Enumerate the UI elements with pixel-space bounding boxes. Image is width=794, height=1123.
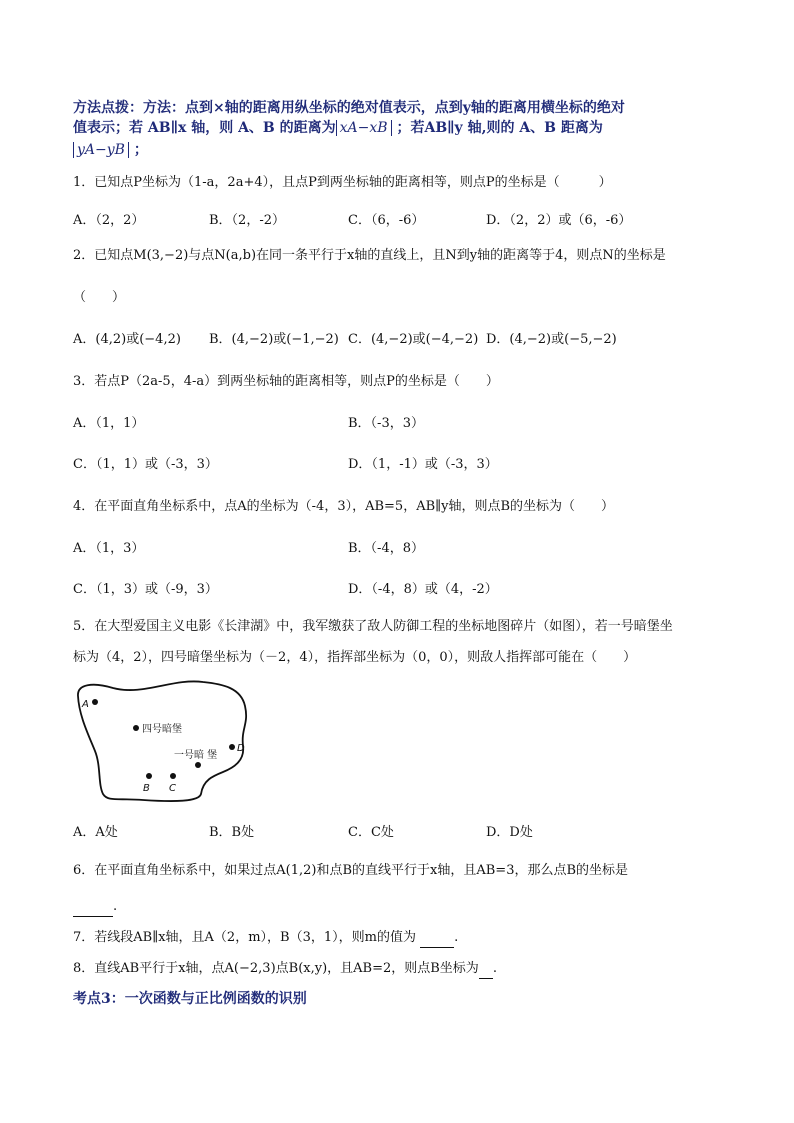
question-1-option-b: B．（2，-2） <box>209 213 285 228</box>
question-8-end: . <box>492 961 497 976</box>
question-5-stem-2: 标为（4，2），四号暗堡坐标为（－2，4），指挥部坐标为（0，0），则敌人指挥部可能在（ ） <box>73 650 637 665</box>
question-5-option-d: D．D处 <box>486 825 533 840</box>
question-3-option-a: A．（1，1） <box>73 416 145 431</box>
question-2-option-d: D．(4,−2)或(−5,−2) <box>486 332 617 347</box>
question-6-answer-line <box>73 898 117 917</box>
method-tip-line-1: 方法点拨：方法：点到×轴的距离用纵坐标的绝对值表示，点到y轴的距离用横坐标的绝对 <box>73 100 625 116</box>
question-1-option-d: D．（2，2）或（6，-6） <box>486 213 632 228</box>
abs-expression-x: xA−xB <box>336 120 392 136</box>
question-3-stem: 3．若点P（2a-5，4-a）到两坐标轴的距离相等，则点P的坐标是（ ） <box>73 374 499 389</box>
method-tip-line-3 <box>73 140 148 160</box>
point-a-label: A <box>82 699 89 710</box>
question-7-stem: 7．若线段AB∥x轴，且A（2，m），B（3，1），则m的值为 <box>73 930 416 945</box>
section-heading: 考点3：一次函数与正比例函数的识别 <box>73 991 307 1007</box>
question-6-end: . <box>113 899 118 914</box>
question-5-stem: 5．在大型爱国主义电影《长津湖》中，我军缴获了敌人防御工程的坐标地图碎片（如图），若一号暗堡坐 <box>73 619 673 634</box>
method-tip-text-a: 值表示；若 AB∥x 轴，则 A、B 的距离为 <box>73 120 336 136</box>
question-4-option-c: C．（1，3）或（-9，3） <box>73 582 218 597</box>
point-c-label: C <box>169 783 176 794</box>
point-a-dot <box>92 699 98 705</box>
question-2-stem: 2．已知点M(3,−2)与点N(a,b)在同一条平行于x轴的直线上，且N到y轴的距离等于4，则点N的坐标是 <box>73 248 666 263</box>
question-4-option-b: B．（-4，8） <box>348 541 424 556</box>
question-7-end: . <box>454 930 459 945</box>
question-5-option-a: A．A处 <box>73 825 118 840</box>
question-4-option-d: D．（-4，8）或（4，-2） <box>348 582 498 597</box>
question-2-option-c: C．(4,−2)或(−4,−2) <box>348 332 479 347</box>
point-b-label: B <box>143 783 150 794</box>
point-b-dot <box>146 773 152 779</box>
point-d-dot <box>229 744 235 750</box>
question-5-option-b: B．B处 <box>209 825 255 840</box>
method-tip-end: ； <box>133 142 148 158</box>
question-2-stem-paren: （ ） <box>73 290 126 305</box>
question-7-blank[interactable] <box>420 929 454 948</box>
question-3-option-b: B．（-3，3） <box>348 416 424 431</box>
question-3-option-d: D．（1，-1）或（-3，3） <box>348 457 498 472</box>
map-outline <box>78 681 246 801</box>
question-6-stem: 6．在平面直角坐标系中，如果过点A(1,2)和点B的直线平行于x轴，且AB=3，那么点B的坐标是 <box>73 863 629 878</box>
method-tip-text-b: ；若AB∥y 轴,则的 A、B 距离为 <box>396 120 603 136</box>
bunker-4-label: 四号暗堡 <box>142 724 182 735</box>
question-7-line <box>73 929 458 948</box>
abs-expression-y: yA−yB <box>73 142 129 158</box>
method-tip-line-2 <box>73 118 603 138</box>
question-1-option-c: C．（6，-6） <box>348 213 425 228</box>
question-4-option-a: A．（1，3） <box>73 541 145 556</box>
bunker-1-label: 一号暗 堡 <box>174 750 218 761</box>
question-4-stem: 4．在平面直角坐标系中，点A的坐标为（-4，3），AB=5，AB∥y轴，则点B的坐标为（ ） <box>73 499 615 514</box>
map-figure <box>73 676 253 806</box>
question-3-option-c: C．（1，1）或（-3，3） <box>73 457 218 472</box>
point-d-label: D <box>237 743 245 754</box>
question-5-option-c: C．C处 <box>348 825 394 840</box>
question-1-option-a: A．（2，2） <box>73 213 145 228</box>
point-c-dot <box>170 773 176 779</box>
question-2-option-a: A．(4,2)或(−4,2) <box>73 332 181 347</box>
question-8-line <box>73 960 497 979</box>
question-8-blank[interactable] <box>479 960 493 979</box>
bunker-1-dot <box>195 762 201 768</box>
question-6-blank[interactable] <box>73 898 113 917</box>
bunker-4-dot <box>133 725 139 731</box>
question-2-option-b: B．(4,−2)或(−1,−2) <box>209 332 339 347</box>
question-1-stem: 1．已知点P坐标为（1-a，2a+4），且点P到两坐标轴的距离相等，则点P的坐标是（ ） <box>73 175 612 190</box>
question-8-stem: 8．直线AB平行于x轴，点A(−2,3)点B(x,y)，且AB=2，则点B坐标为 <box>73 961 479 976</box>
